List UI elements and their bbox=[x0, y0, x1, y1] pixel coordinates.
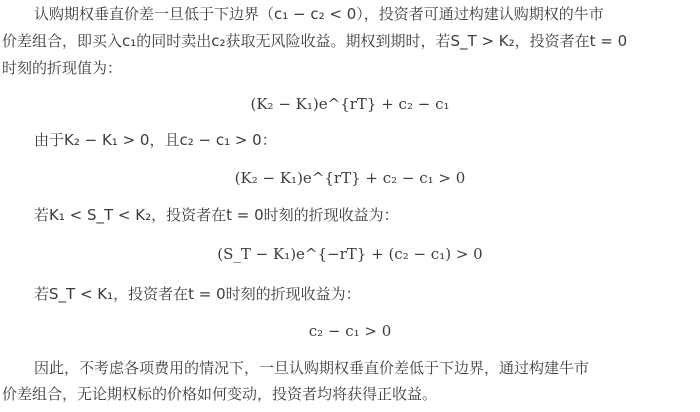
paragraph-4: 若S_T < K₁，投资者在t = 0时刻的折现收益为： bbox=[34, 285, 361, 303]
paragraph-1-line-1: 认购期权垂直价差一旦低于下边界（c₁ − c₂ < 0），投资者可通过构建认购期权的牛市 bbox=[34, 5, 604, 23]
paragraph-1-line-2: 价差组合，即买入c₁的同时卖出c₂获取无风险收益。期权到期时，若S_T > K₂，投资者在t = 0 bbox=[2, 32, 628, 50]
equation-1: (K₂ − K₁)e^{rT} + c₂ − c₁ bbox=[250, 95, 450, 113]
conclusion-line-1: 因此，不考虑各项费用的情况下，一旦认购期权垂直价差低于下边界，通过构建牛市 bbox=[34, 359, 590, 377]
equation-3: (S_T − K₁)e^{−rT} + (c₂ − c₁) > 0 bbox=[217, 245, 483, 263]
paragraph-1-line-3: 时刻的折现值为： bbox=[2, 59, 123, 77]
equation-4: c₂ − c₁ > 0 bbox=[308, 322, 392, 340]
paragraph-3: 若K₁ < S_T < K₂，投资者在t = 0时刻的折现收益为： bbox=[34, 206, 399, 224]
equation-2: (K₂ − K₁)e^{rT} + c₂ − c₁ > 0 bbox=[234, 169, 466, 187]
conclusion-line-2: 价差组合，无论期权标的价格如何变动，投资者均将获得正收益。 bbox=[2, 385, 438, 403]
paragraph-2: 由于K₂ − K₁ > 0，且c₂ − c₁ > 0： bbox=[34, 131, 277, 149]
